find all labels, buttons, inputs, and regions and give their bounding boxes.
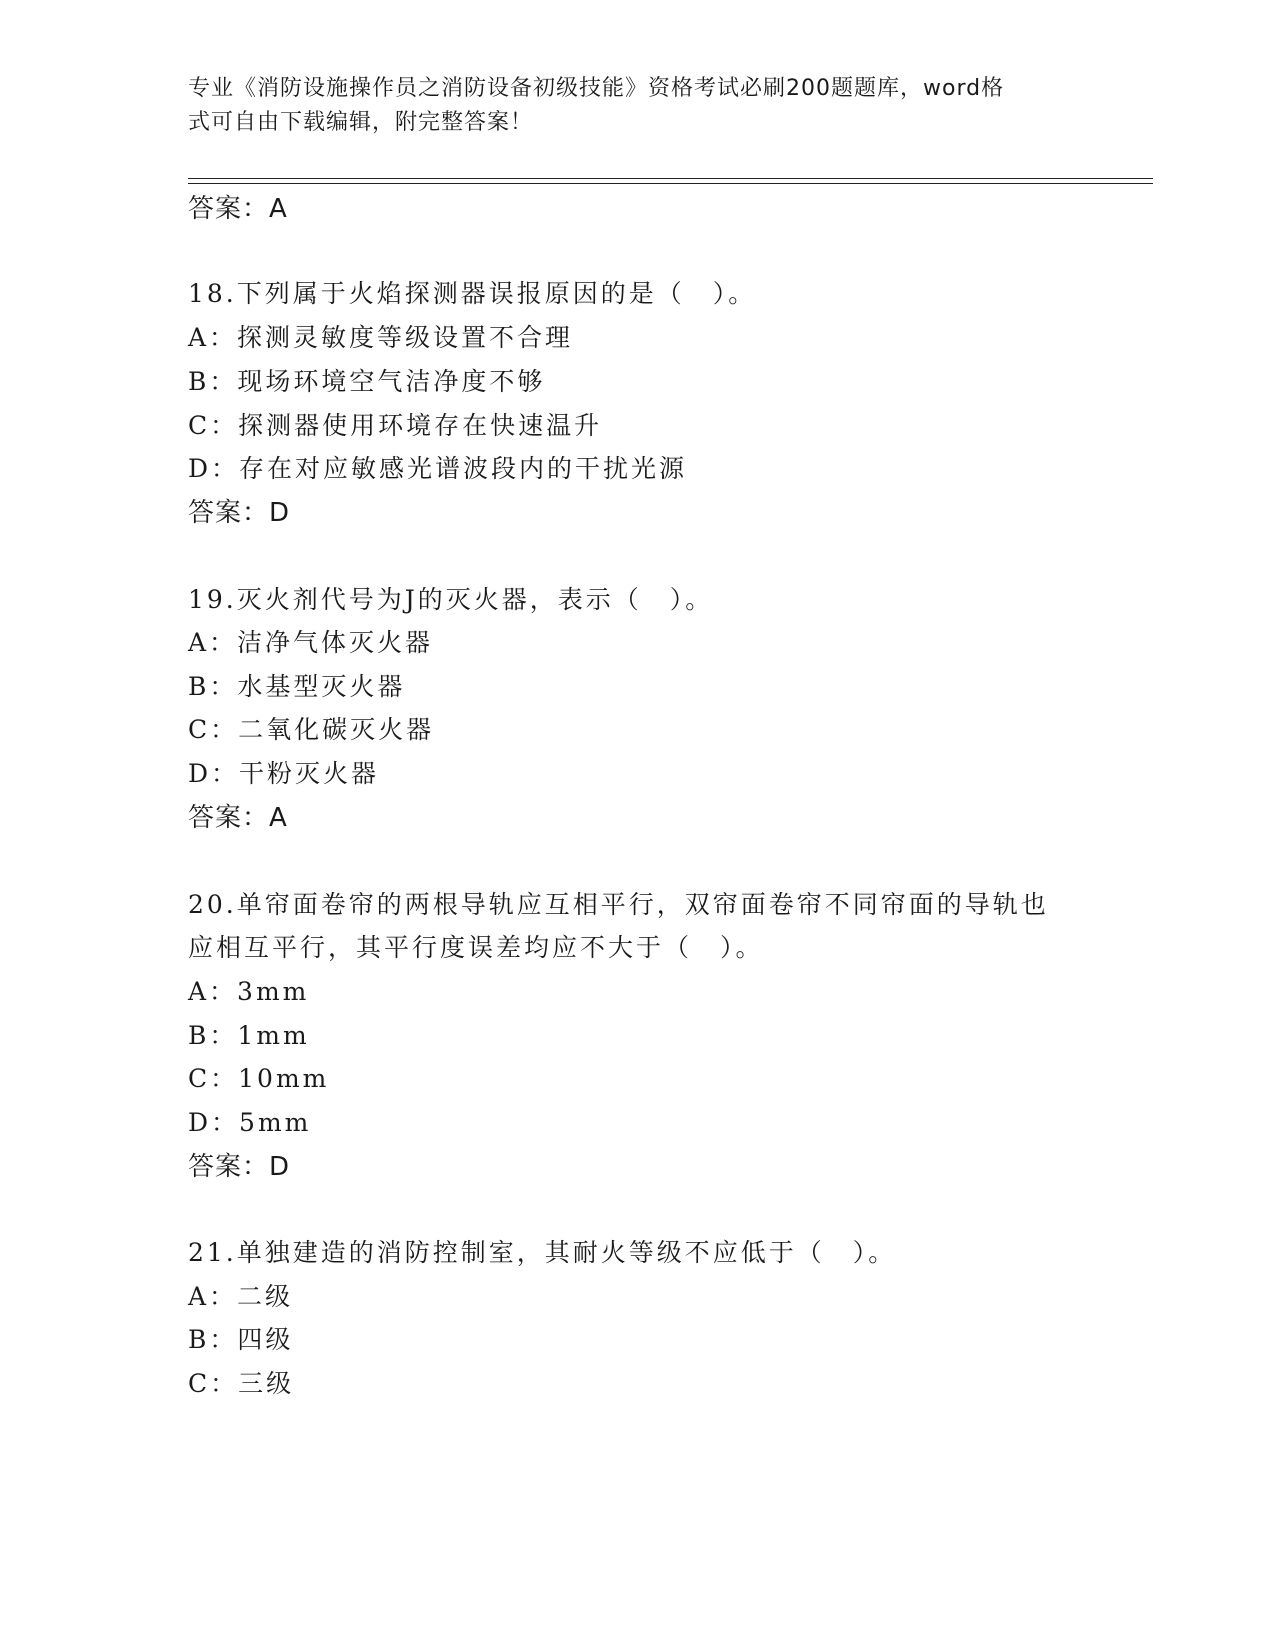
question-18-option-d: D：存在对应敏感光谱波段内的干扰光源: [188, 454, 688, 483]
question-18-option-c: C：探测器使用环境存在快速温升: [188, 411, 603, 440]
header-line-1: 专业《消防设施操作员之消防设备初级技能》资格考试必刷200题题库，word格: [188, 76, 1005, 101]
header-line-2: 式可自由下载编辑，附完整答案！: [188, 110, 534, 135]
previous-answer: 答案：A: [188, 194, 288, 224]
question-20-option-a: A：3mm: [188, 977, 310, 1006]
question-18-stem: 18.下列属于火焰探测器误报原因的是（ ）。: [188, 279, 757, 308]
question-19-answer: 答案：A: [188, 803, 288, 833]
header-divider-bottom: [188, 183, 1153, 184]
question-18-option-a: A：探测灵敏度等级设置不合理: [188, 323, 574, 352]
question-21-stem: 21.单独建造的消防控制室，其耐火等级不应低于（ ）。: [188, 1238, 897, 1267]
question-18-answer: 答案：D: [188, 498, 291, 528]
document-header: [188, 72, 1068, 140]
question-21-option-a: A：二级: [188, 1282, 294, 1311]
question-19-option-d: D：干粉灭火器: [188, 759, 380, 788]
question-20-answer: 答案：D: [188, 1152, 291, 1182]
question-20-option-d: D：5mm: [188, 1108, 312, 1137]
question-20-option-b: B：1mm: [188, 1021, 310, 1050]
question-18-option-b: B：现场环境空气洁净度不够: [188, 367, 546, 396]
question-19-option-c: C：二氧化碳灭火器: [188, 715, 435, 744]
question-21-option-b: B：四级: [188, 1325, 294, 1354]
question-20-option-c: C：10mm: [188, 1064, 330, 1093]
question-21-option-c: C：三级: [188, 1369, 295, 1398]
question-19-option-b: B：水基型灭火器: [188, 672, 406, 701]
header-divider-top: [188, 178, 1153, 179]
question-20-stem-line-1: 20.单帘面卷帘的两根导轨应互相平行，双帘面卷帘不同帘面的导轨也: [188, 890, 1049, 919]
question-20-stem-line-2: 应相互平行，其平行度误差均应不大于（ ）。: [188, 933, 764, 962]
question-19-option-a: A：洁净气体灭火器: [188, 628, 434, 657]
question-19-stem: 19.灭火剂代号为J的灭火器，表示（ ）。: [188, 585, 714, 614]
